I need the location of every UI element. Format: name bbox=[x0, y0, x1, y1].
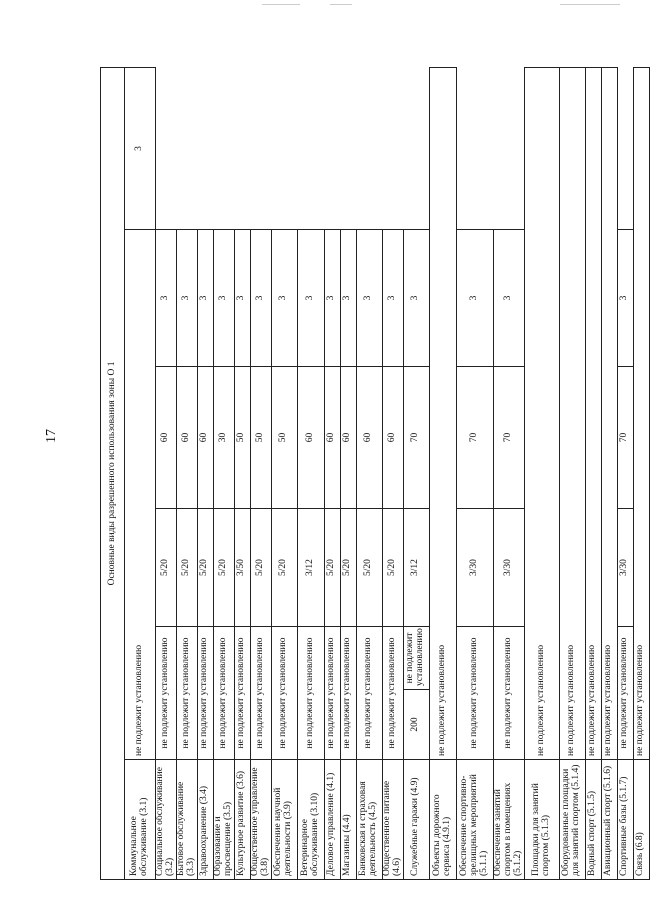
land-use-type-cell: Социальное обслуживание (3.2) bbox=[156, 760, 177, 880]
table-row bbox=[324, 67, 340, 879]
land-use-type-cell: Обеспечение спортивно-зрелищных мероприятий (5.1.1) bbox=[456, 760, 493, 880]
parameter-cell: не подлежит установлению bbox=[340, 627, 356, 760]
rotated-table-container bbox=[100, 68, 646, 880]
merged-value-cell: не подлежит установлению bbox=[601, 67, 617, 759]
parameter-cell: 3 bbox=[403, 230, 429, 367]
scan-artifact bbox=[262, 4, 300, 5]
parameter-cell: 5/20 bbox=[213, 509, 234, 627]
table-row bbox=[340, 67, 356, 879]
land-use-table bbox=[100, 67, 650, 880]
parameter-cell: 60 bbox=[324, 367, 340, 509]
table-row bbox=[156, 67, 177, 879]
parameter-cell: 5/20 bbox=[382, 509, 403, 627]
table-row bbox=[633, 67, 649, 879]
parameter-cell: 3 bbox=[340, 230, 356, 367]
parameter-cell: 70 bbox=[617, 367, 633, 509]
table-row bbox=[197, 67, 213, 879]
table-row bbox=[456, 67, 493, 879]
scan-artifact bbox=[560, 4, 620, 5]
table-row bbox=[250, 67, 271, 879]
parameter-cell: не подлежит установлению bbox=[213, 627, 234, 760]
parameter-cell: 3/12 bbox=[403, 509, 429, 627]
parameter-cell: 70 bbox=[456, 367, 493, 509]
parameter-cell: не подлежит установлению bbox=[382, 627, 403, 760]
parameter-cell: 3 bbox=[456, 230, 493, 367]
parameter-cell: 70 bbox=[493, 367, 524, 509]
parameter-cell: 5/20 bbox=[356, 509, 382, 627]
parameter-cell: 3 bbox=[617, 230, 633, 367]
parameter-cell: 5/20 bbox=[340, 509, 356, 627]
parameter-cell: 3 bbox=[250, 230, 271, 367]
parameter-cell: 3 bbox=[234, 230, 250, 367]
land-use-type-cell: Культурное развитие (3.6) bbox=[234, 760, 250, 880]
parameter-cell: 3 bbox=[213, 230, 234, 367]
table-row bbox=[524, 67, 559, 879]
land-use-type-cell: Бытовое обслуживание (3.3) bbox=[176, 760, 197, 880]
land-use-type-cell: Образование и просвещение (3.5) bbox=[213, 760, 234, 880]
land-use-type-cell: Магазины (4.4) bbox=[340, 760, 356, 880]
land-use-type-cell: Обеспечение научной деятельности (3.9) bbox=[271, 760, 297, 880]
table-row bbox=[429, 67, 456, 879]
table-row bbox=[234, 67, 250, 879]
land-use-type-cell: Оборудованные площадки для занятий спортом (5.1.4) bbox=[559, 760, 585, 880]
table-row bbox=[356, 67, 382, 879]
parameter-cell: 5/20 bbox=[250, 509, 271, 627]
parameter-cell: 3/30 bbox=[493, 509, 524, 627]
parameter-cell: 3 bbox=[297, 230, 324, 367]
parameter-cell: 60 bbox=[197, 367, 213, 509]
table-row bbox=[176, 67, 197, 879]
table-row bbox=[213, 67, 234, 879]
parameter-cell: 50 bbox=[234, 367, 250, 509]
parameter-cell: 5/20 bbox=[197, 509, 213, 627]
land-use-type-cell: Деловое управление (4.1) bbox=[324, 760, 340, 880]
parameter-cell: не подлежит установлению bbox=[250, 627, 271, 760]
parameter-cell: не подлежит установлению bbox=[493, 627, 524, 760]
land-use-type-cell: Объекты дорожного сервиса (4.9.1) bbox=[429, 760, 456, 880]
parameter-cell: 3 bbox=[382, 230, 403, 367]
parameter-cell: не подлежит установлению bbox=[297, 627, 324, 760]
parameter-cell: 3 bbox=[125, 67, 156, 229]
land-use-type-cell: Ветеринарное обслуживание (3.10) bbox=[297, 760, 324, 880]
land-use-type-cell: Авиационный спорт (5.1.6) bbox=[601, 760, 617, 880]
parameter-cell: 3 bbox=[356, 230, 382, 367]
parameter-cell: 30 bbox=[213, 367, 234, 509]
parameter-cell: 3 bbox=[271, 230, 297, 367]
land-use-type-cell: Обеспечение занятий спортом в помещениях (5.1.2) bbox=[493, 760, 524, 880]
merged-value-cell: не подлежит установлению bbox=[429, 67, 456, 759]
merged-value-cell: не подлежит установлению bbox=[524, 67, 559, 759]
parameter-cell: не подлежит установлению bbox=[234, 627, 250, 760]
parameter-cell: 3/30 bbox=[617, 509, 633, 627]
land-use-type-cell: Спортивные базы (5.1.7) bbox=[617, 760, 633, 880]
table-row bbox=[125, 67, 156, 879]
parameter-cell: 3/50 bbox=[234, 509, 250, 627]
scan-artifact bbox=[330, 4, 352, 5]
parameter-cell: не подлежит установлению bbox=[156, 627, 177, 760]
parameter-cell: 60 bbox=[156, 367, 177, 509]
land-use-type-cell: Общественное питание (4.6) bbox=[382, 760, 403, 880]
table-row bbox=[493, 67, 524, 879]
parameter-cell: 3/12 bbox=[297, 509, 324, 627]
parameter-cell: 3 bbox=[197, 230, 213, 367]
parameter-cell: не подлежит установлению bbox=[403, 627, 429, 690]
parameter-cell: 60 bbox=[356, 367, 382, 509]
parameter-cell: не подлежит установлению bbox=[176, 627, 197, 760]
parameter-cell: 5/20 bbox=[176, 509, 197, 627]
parameter-cell: 60 bbox=[176, 367, 197, 509]
parameter-cell: 50 bbox=[271, 367, 297, 509]
land-use-type-cell: Водный спорт (5.1.5) bbox=[585, 760, 601, 880]
parameter-cell: 60 bbox=[297, 367, 324, 509]
parameter-cell: не подлежит установлению bbox=[356, 627, 382, 760]
parameter-cell: не подлежит установлению bbox=[197, 627, 213, 760]
parameter-cell: 3 bbox=[176, 230, 197, 367]
parameter-cell: не подлежит установлению bbox=[617, 627, 633, 760]
parameter-cell: 3 bbox=[156, 230, 177, 367]
parameter-cell: не подлежит установлению bbox=[324, 627, 340, 760]
parameter-cell: не подлежит установлению bbox=[271, 627, 297, 760]
merged-value-cell: не подлежит установлению bbox=[559, 67, 585, 759]
table-row bbox=[271, 67, 297, 879]
table-row bbox=[297, 67, 324, 879]
land-use-type-cell: Коммунальное обслуживание (3.1) bbox=[125, 760, 156, 880]
land-use-type-cell: Здравоохранение (3.4) bbox=[197, 760, 213, 880]
parameter-cell: 200 bbox=[403, 690, 429, 760]
parameter-cell: 3/30 bbox=[456, 509, 493, 627]
merged-value-cell: не подлежит установлению bbox=[585, 67, 601, 759]
land-use-type-cell: Площадки для занятий спортом (5.1.3) bbox=[524, 760, 559, 880]
parameter-cell: 60 bbox=[340, 367, 356, 509]
parameter-cell: 3 bbox=[493, 230, 524, 367]
parameter-cell: 5/20 bbox=[156, 509, 177, 627]
parameter-cell: 5/20 bbox=[271, 509, 297, 627]
table-row bbox=[617, 67, 633, 879]
land-use-type-cell: Банковская и страховая деятельность (4.5) bbox=[356, 760, 382, 880]
table-row bbox=[601, 67, 617, 879]
parameter-cell: 70 bbox=[403, 367, 429, 509]
merged-value-cell: не подлежит установлению bbox=[633, 67, 649, 759]
parameter-cell: не подлежит установлению bbox=[456, 627, 493, 760]
table-row bbox=[403, 67, 429, 879]
land-use-type-cell: Служебные гаражи (4.9) bbox=[403, 760, 429, 880]
land-use-type-cell: Связь (6.8) bbox=[633, 760, 649, 880]
parameter-cell: 5/20 bbox=[324, 509, 340, 627]
table-row bbox=[585, 67, 601, 879]
merged-value-cell: не подлежит установлению bbox=[125, 230, 156, 760]
table-row bbox=[382, 67, 403, 879]
table-row bbox=[559, 67, 585, 879]
table-title: Основные виды разрешенного использования зоны О 1 bbox=[101, 67, 125, 879]
parameter-cell: 50 bbox=[250, 367, 271, 509]
page-number: 17 bbox=[44, 429, 59, 443]
land-use-type-cell: Общественное управление (3.8) bbox=[250, 760, 271, 880]
parameter-cell: 60 bbox=[382, 367, 403, 509]
parameter-cell: 3 bbox=[324, 230, 340, 367]
